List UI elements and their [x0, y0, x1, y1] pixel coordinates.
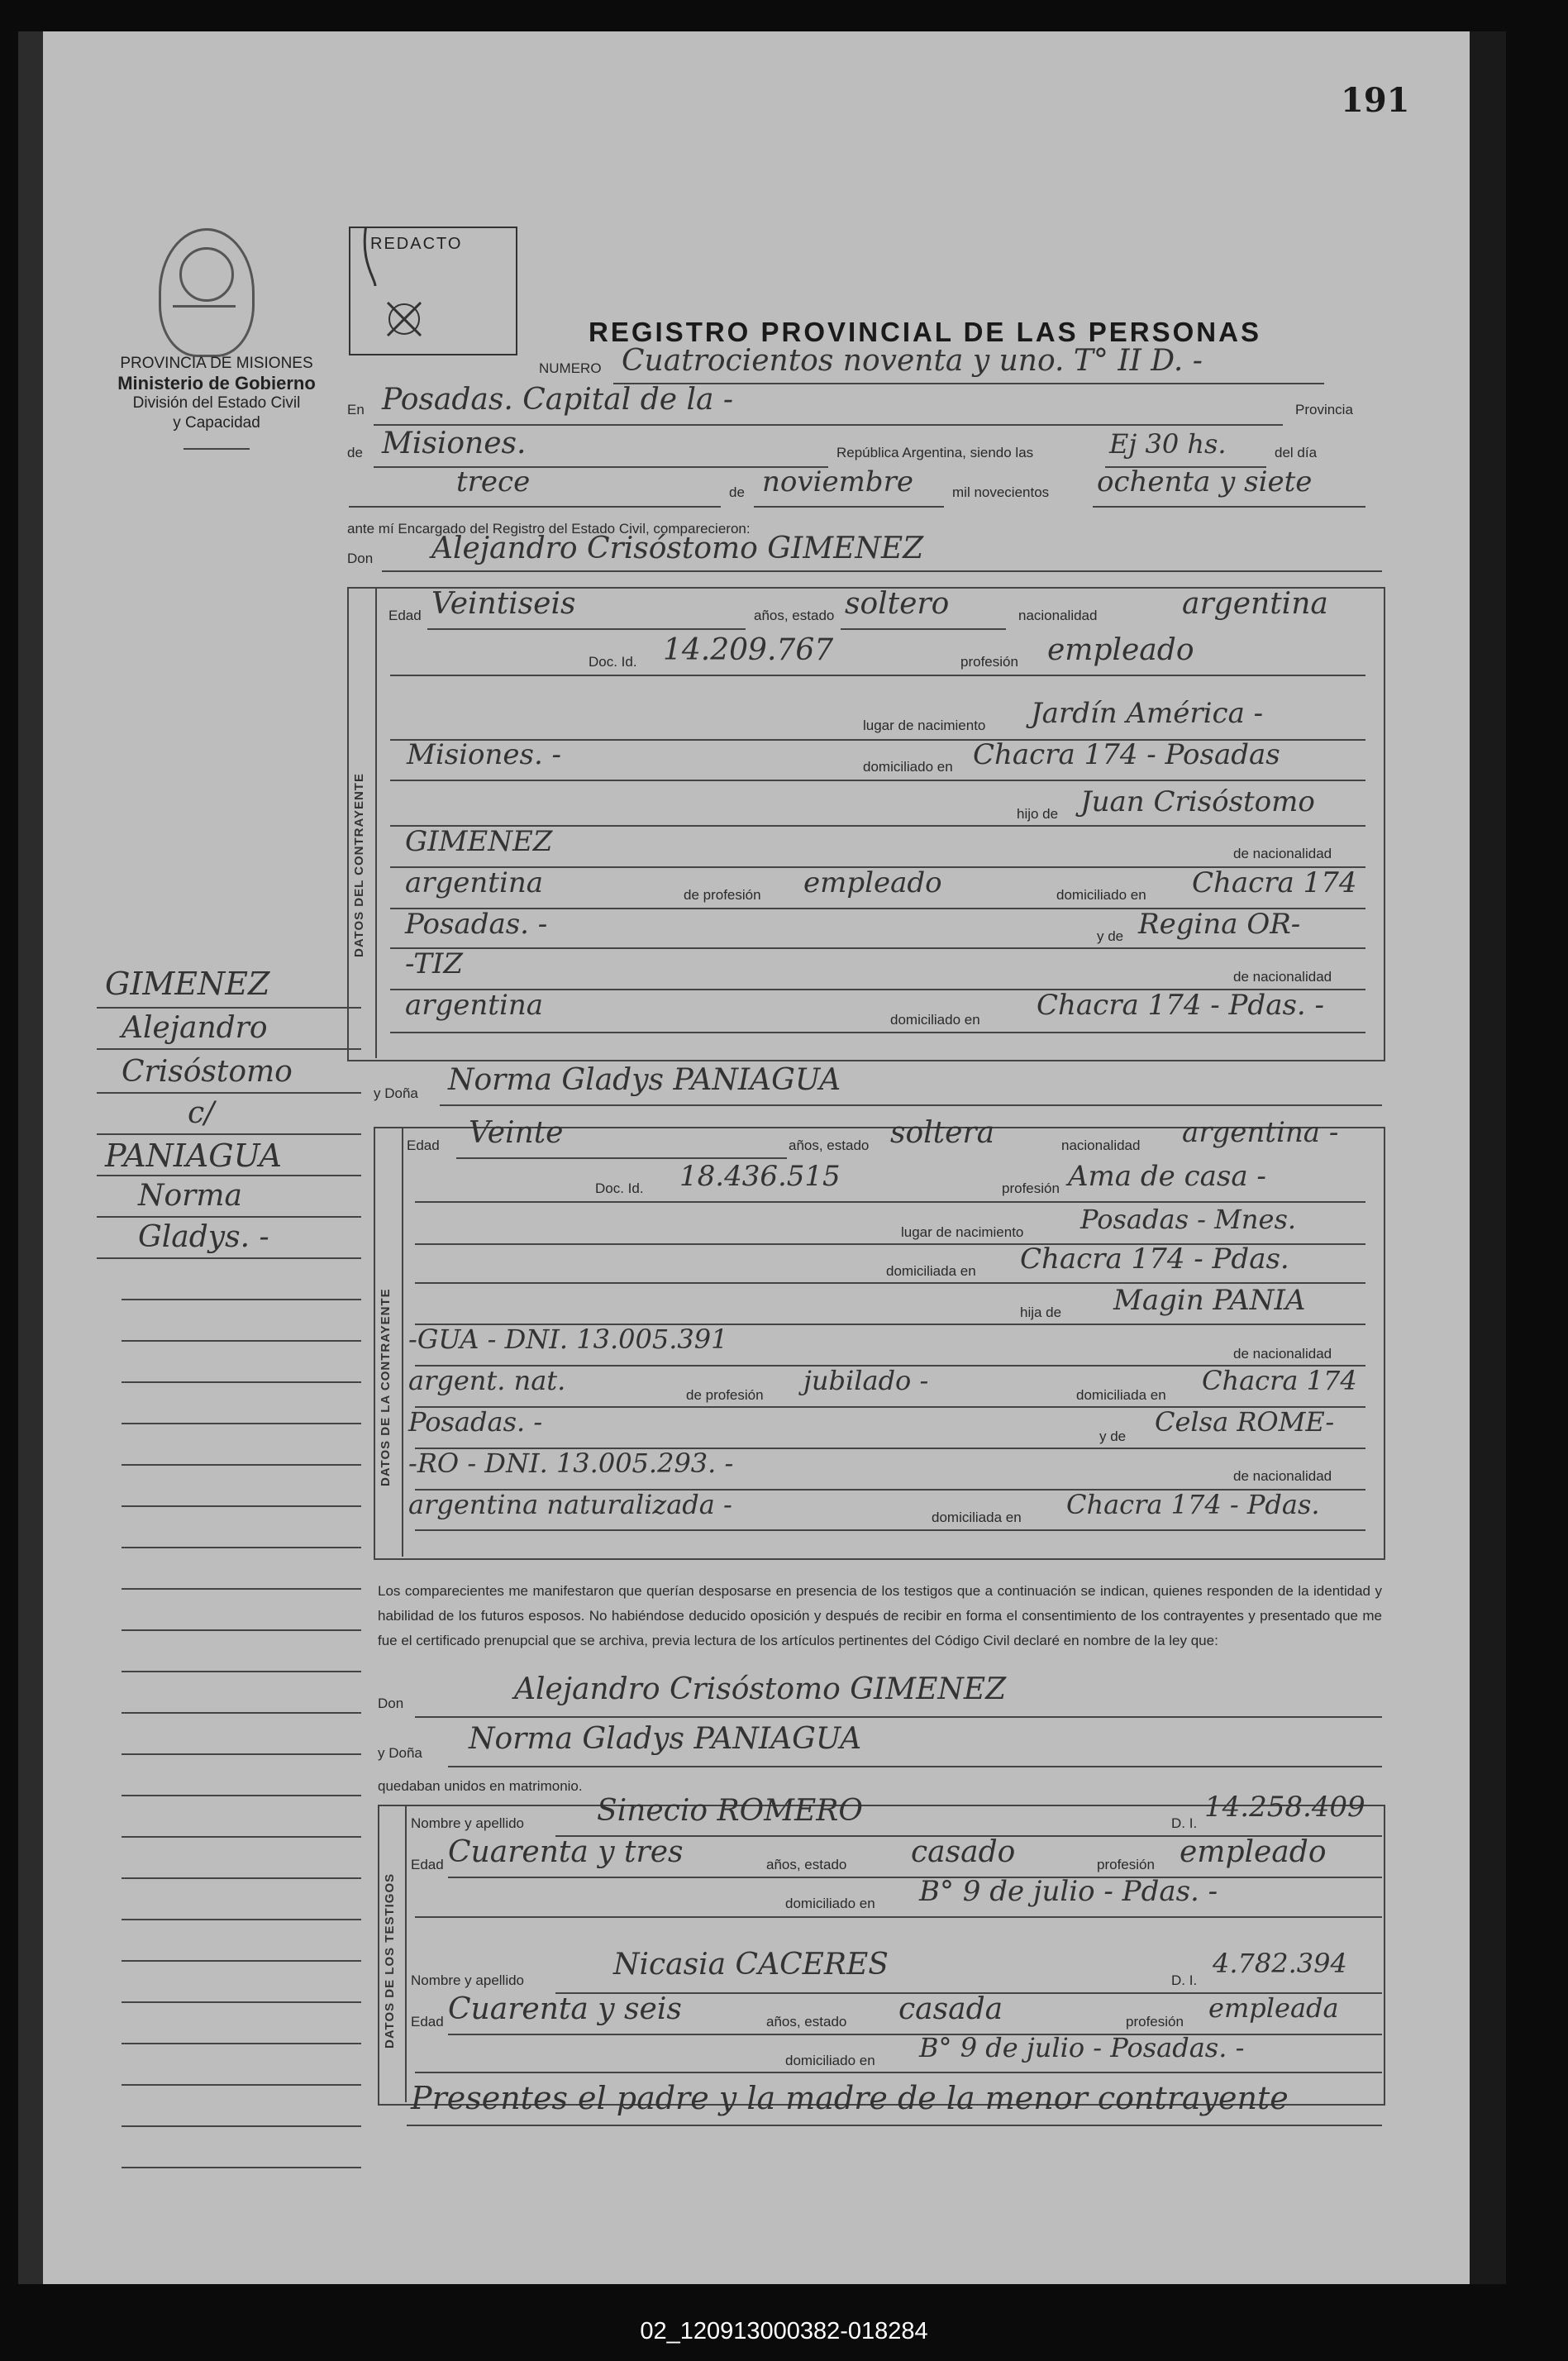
- m-dom-label: domiciliada en: [886, 1263, 976, 1279]
- republica-label: República Argentina, siendo las: [836, 445, 1034, 460]
- m-edad-value: Veinte: [469, 1116, 564, 1150]
- numero-value: Cuatrocientos noventa y uno. T° II D. -: [622, 344, 1203, 378]
- contrayenta-side-label: DATOS DE LA CONTRAYENTE: [379, 1288, 393, 1486]
- coat-of-arms-seal: [159, 228, 255, 357]
- c-madre-dom-label: domiciliado en: [890, 1012, 980, 1028]
- c-doc-value: 14.209.767: [663, 633, 834, 667]
- m-madre-value: Celsa ROME-: [1155, 1406, 1335, 1438]
- form-title: REGISTRO PROVINCIAL DE LAS PERSONAS: [589, 317, 1261, 347]
- c-lugar-value-2: Misiones. -: [407, 738, 562, 771]
- don-value: Alejandro Crisóstomo GIMENEZ: [431, 532, 924, 565]
- t1-dom-label: domiciliado en: [785, 1896, 875, 1911]
- stamp-label: REDACTO: [370, 235, 463, 253]
- t2-di-label: D. I.: [1171, 1972, 1198, 1988]
- m-lugar-value: Posadas - Mnes.: [1080, 1204, 1297, 1235]
- decl-dona-value: Norma Gladys PANIAGUA: [469, 1722, 862, 1756]
- c-padre-nac: argentina: [405, 866, 544, 899]
- dia-value: trece: [456, 465, 531, 498]
- t2-estado-value: casada: [898, 1992, 1003, 2026]
- c-hijo-label: hijo de: [1017, 806, 1059, 822]
- c-madre-de-nac-label: de nacionalidad: [1233, 969, 1332, 985]
- m-doc-label: Doc. Id.: [595, 1180, 644, 1196]
- c-madre-value-2: -TIZ: [405, 947, 464, 980]
- page-number: 191: [1341, 81, 1410, 120]
- office-line-2: Ministerio de Gobierno: [117, 373, 316, 394]
- redacto-stamp: [349, 227, 517, 355]
- m-hija-label: hija de: [1020, 1305, 1062, 1320]
- t1-nombre-value: Sinecio ROMERO: [597, 1794, 863, 1828]
- margin-line-4: c/: [188, 1096, 215, 1130]
- en-value: Posadas. Capital de la -: [382, 383, 734, 417]
- declaration-text: Los comparecientes me manifestaron que querían desposarse en presencia de los testigos que a continuación se indican, quienes responden de la identidad y habilidad de los futuros esposos. No habiéndose deducido oposición y después de recibir en forma el consentimiento de los contrayentes y presentado que me fue el certificado prenupcial que se archiva, previa lectura de los artículos pertinentes del Código Civil declaré en nombre de la ley que:: [378, 1583, 1382, 1648]
- t2-nombre-label: Nombre y apellido: [411, 1972, 525, 1988]
- book-binding: [18, 31, 43, 2284]
- office-heading: [76, 354, 357, 450]
- t2-prof-label: profesión: [1126, 2014, 1184, 2030]
- c-nac-label: nacionalidad: [1018, 608, 1098, 623]
- register-page: [18, 31, 1506, 2284]
- c-prof-label: profesión: [960, 654, 1018, 670]
- t2-prof-value: empleada: [1208, 1992, 1339, 2024]
- decl-don-value: Alejandro Crisóstomo GIMENEZ: [514, 1672, 1007, 1706]
- dona-value: Norma Gladys PANIAGUA: [448, 1063, 841, 1097]
- office-line-4: y Capacidad: [173, 414, 260, 432]
- t1-prof-label: profesión: [1097, 1857, 1155, 1872]
- hora-value: Ej 30 hs.: [1109, 428, 1227, 460]
- t1-dom-value: B° 9 de julio - Pdas. -: [919, 1875, 1218, 1908]
- t2-anos-label: años, estado: [766, 2014, 847, 2030]
- m-madre-value-2: -RO - DNI. 13.005.293. -: [408, 1448, 734, 1479]
- mes-label: de: [729, 484, 745, 500]
- c-prof-value: empleado: [1047, 633, 1194, 667]
- t1-di-label: D. I.: [1171, 1815, 1198, 1831]
- m-madre-dom: Chacra 174 - Pdas.: [1066, 1489, 1320, 1520]
- m-prof-label: profesión: [1002, 1180, 1060, 1196]
- t2-edad-value: Cuarenta y seis: [448, 1992, 682, 2026]
- provincia-label: Provincia: [1295, 402, 1353, 417]
- t2-nombre-value: Nicasia CACERES: [613, 1948, 889, 1982]
- witness-note: Presentes el padre y la madre de la menor contrayente: [411, 2080, 1289, 2116]
- margin-line-7: Gladys. -: [138, 1220, 269, 1254]
- decl-don-label: Don: [378, 1696, 404, 1711]
- m-padre-dom: Chacra 174: [1202, 1365, 1357, 1396]
- m-y-de-label: y de: [1099, 1429, 1127, 1444]
- c-hijo-value: Juan Crisóstomo: [1080, 785, 1315, 818]
- margin-line-2: Alejandro: [122, 1011, 268, 1045]
- margin-line-3: Crisóstomo: [122, 1055, 293, 1089]
- c-padre-dom: Chacra 174: [1192, 866, 1357, 899]
- m-padre-dom-label: domiciliada en: [1076, 1387, 1166, 1403]
- c-y-de-label: y de: [1097, 928, 1124, 944]
- t2-edad-label: Edad: [411, 2014, 444, 2030]
- m-dom-value: Chacra 174 - Pdas.: [1020, 1243, 1289, 1276]
- m-madre-de-nac-label: de nacionalidad: [1233, 1468, 1332, 1484]
- c-edad-value: Veintiseis: [431, 587, 576, 621]
- m-padre-prof: jubilado -: [803, 1365, 929, 1396]
- c-nac-value: argentina: [1182, 587, 1328, 621]
- c-de-nac-label: de nacionalidad: [1233, 846, 1332, 861]
- c-padre-dom-label: domiciliado en: [1056, 887, 1146, 903]
- t1-edad-label: Edad: [411, 1857, 444, 1872]
- c-madre-dom: Chacra 174 - Pdas. -: [1037, 989, 1325, 1022]
- m-hija-value: Magin PANIA: [1113, 1284, 1306, 1317]
- de-label: de: [347, 445, 363, 460]
- m-prof-value: Ama de casa -: [1068, 1160, 1266, 1193]
- anio-label: mil novecientos: [952, 484, 1050, 500]
- c-estado-value: soltero: [845, 587, 950, 621]
- decl-closing: quedaban unidos en matrimonio.: [378, 1778, 583, 1794]
- m-de-prof-label: de profesión: [686, 1387, 764, 1403]
- c-lugar-label: lugar de nacimiento: [863, 718, 986, 733]
- c-hijo-value-2: GIMENEZ: [405, 825, 553, 858]
- m-padre-nac: argent. nat.: [408, 1365, 566, 1396]
- c-madre-nac: argentina: [405, 989, 544, 1022]
- numero-label: NUMERO: [539, 360, 602, 376]
- m-de-nac-label: de nacionalidad: [1233, 1346, 1332, 1362]
- image-id-footer: 02_120913000382-018284: [640, 2318, 928, 2344]
- m-anos-label: años, estado: [789, 1138, 870, 1153]
- c-edad-label: Edad: [388, 608, 422, 623]
- book-edge: [1470, 31, 1506, 2284]
- dia-label: del día: [1275, 445, 1318, 460]
- anio-value: ochenta y siete: [1097, 465, 1313, 498]
- stamp-mark: [350, 228, 516, 354]
- don-label: Don: [347, 551, 374, 566]
- t1-nombre-label: Nombre y apellido: [411, 1815, 525, 1831]
- decl-dona-label: y Doña: [378, 1745, 422, 1761]
- margin-line-5: PANIAGUA: [105, 1138, 282, 1174]
- en-label: En: [347, 402, 365, 417]
- mes-value: noviembre: [762, 465, 913, 498]
- c-dom-label: domiciliado en: [863, 759, 953, 775]
- m-hija-value-2: -GUA - DNI. 13.005.391: [408, 1324, 728, 1355]
- contrayente-side-label: DATOS DEL CONTRAYENTE: [352, 773, 366, 957]
- c-dom-value: Chacra 174 - Posadas: [973, 738, 1280, 771]
- de-value: Misiones.: [382, 427, 527, 460]
- m-madre-nac: argentina naturalizada -: [408, 1489, 732, 1520]
- testigos-side-label: DATOS DE LOS TESTIGOS: [383, 1872, 397, 2049]
- t1-di-value: 14.258.409: [1204, 1791, 1365, 1824]
- ante-label: ante mí Encargado del Registro del Estado Civil, comparecieron:: [347, 521, 751, 537]
- t2-dom-label: domiciliado en: [785, 2053, 875, 2068]
- c-doc-label: Doc. Id.: [589, 654, 637, 670]
- c-anos-label: años, estado: [754, 608, 835, 623]
- office-line-1: PROVINCIA DE MISIONES: [120, 355, 313, 372]
- m-padre-dom-2: Posadas. -: [408, 1406, 543, 1438]
- t1-anos-label: años, estado: [766, 1857, 847, 1872]
- m-estado-value: soltera: [890, 1116, 995, 1150]
- m-nac-label: nacionalidad: [1061, 1138, 1141, 1153]
- margin-line-6: Norma: [138, 1179, 242, 1213]
- t1-prof-value: empleado: [1180, 1835, 1327, 1869]
- dona-label: y Doña: [374, 1085, 418, 1101]
- m-doc-value: 18.436.515: [679, 1160, 841, 1193]
- t2-di-value: 4.782.394: [1213, 1948, 1347, 1979]
- c-madre-value: Regina OR-: [1138, 908, 1301, 941]
- m-edad-label: Edad: [407, 1138, 440, 1153]
- c-padre-dom-2: Posadas. -: [405, 908, 548, 941]
- m-madre-dom-label: domiciliada en: [932, 1510, 1022, 1525]
- t2-dom-value: B° 9 de julio - Posadas. -: [919, 2032, 1245, 2063]
- t1-estado-value: casado: [911, 1835, 1016, 1869]
- c-lugar-value: Jardín América -: [1031, 697, 1264, 730]
- m-nac-value: argentina -: [1182, 1116, 1339, 1149]
- c-de-prof-label: de profesión: [684, 887, 761, 903]
- t1-edad-value: Cuarenta y tres: [448, 1835, 684, 1869]
- m-lugar-label: lugar de nacimiento: [901, 1224, 1024, 1240]
- c-padre-prof: empleado: [803, 866, 942, 899]
- margin-line-1: GIMENEZ: [105, 966, 270, 1002]
- office-line-3: División del Estado Civil: [132, 394, 301, 412]
